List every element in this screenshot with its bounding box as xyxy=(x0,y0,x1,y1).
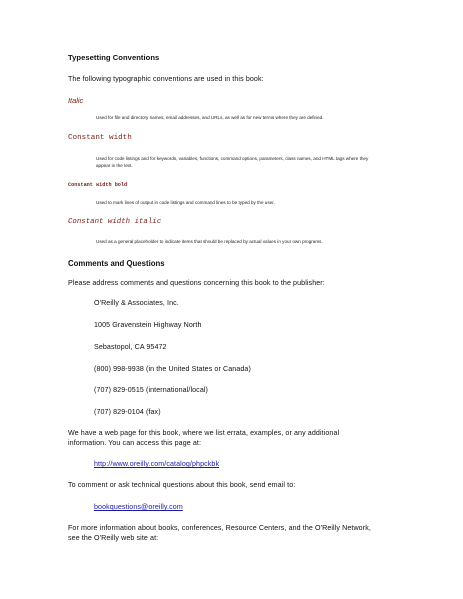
address-line: Sebastopol, CA 95472 xyxy=(94,343,167,351)
typesetting-heading: Typesetting Conventions xyxy=(68,53,160,62)
convention-term-constant-width-italic: Constant width italic xyxy=(68,218,162,226)
typesetting-intro: The following typographic conventions are used in this book: xyxy=(68,75,264,83)
fax-line: (707) 829-0104 (fax) xyxy=(94,408,161,416)
comments-heading: Comments and Questions xyxy=(68,259,165,268)
convention-desc-constant-width-italic: Used as a general placeholder to indicate items that should be replaced by actual values in your own programs. xyxy=(96,239,323,244)
convention-term-constant-width-bold: Constant width bold xyxy=(68,182,128,188)
convention-desc-constant-width-bold: Used to mark lines of output in code listings and command lines to be typed by the user. xyxy=(96,200,275,205)
comments-intro: Please address comments and questions concerning this book to the publisher: xyxy=(68,279,325,287)
webpage-text-line1: We have a web page for this book, where we list errata, examples, or any additional xyxy=(68,429,340,437)
email-text: To comment or ask technical questions about this book, send email to: xyxy=(68,481,296,489)
more-info-line2: see the O'Reilly web site at: xyxy=(68,534,159,542)
phone-line: (707) 829-0515 (international/local) xyxy=(94,386,209,394)
more-info-line1: For more information about books, conferences, Resource Centers, and the O'Reilly Network, xyxy=(68,524,371,532)
convention-term-italic: Italic xyxy=(68,96,84,105)
convention-term-constant-width: Constant width xyxy=(68,134,132,142)
address-line: O'Reilly & Associates, Inc. xyxy=(94,299,179,307)
webpage-text-line2: information. You can access this page at: xyxy=(68,439,202,447)
book-webpage-link[interactable]: http://www.oreilly.com/catalog/phpckbk xyxy=(94,460,220,468)
address-line: 1005 Gravenstein Highway North xyxy=(94,321,202,329)
convention-desc-constant-width: Used for code listings and for keywords, variables, functions, command options, parameters, class names, and HTML tags where they appear in the text. xyxy=(96,156,369,169)
phone-line: (800) 998-9938 (in the United States or Canada) xyxy=(94,365,251,373)
convention-desc-italic: Used for file and directory names, email addresses, and URLs, as well as for new terms where they are defined. xyxy=(96,115,324,120)
email-link[interactable]: bookquestions@oreilly.com xyxy=(94,503,183,511)
